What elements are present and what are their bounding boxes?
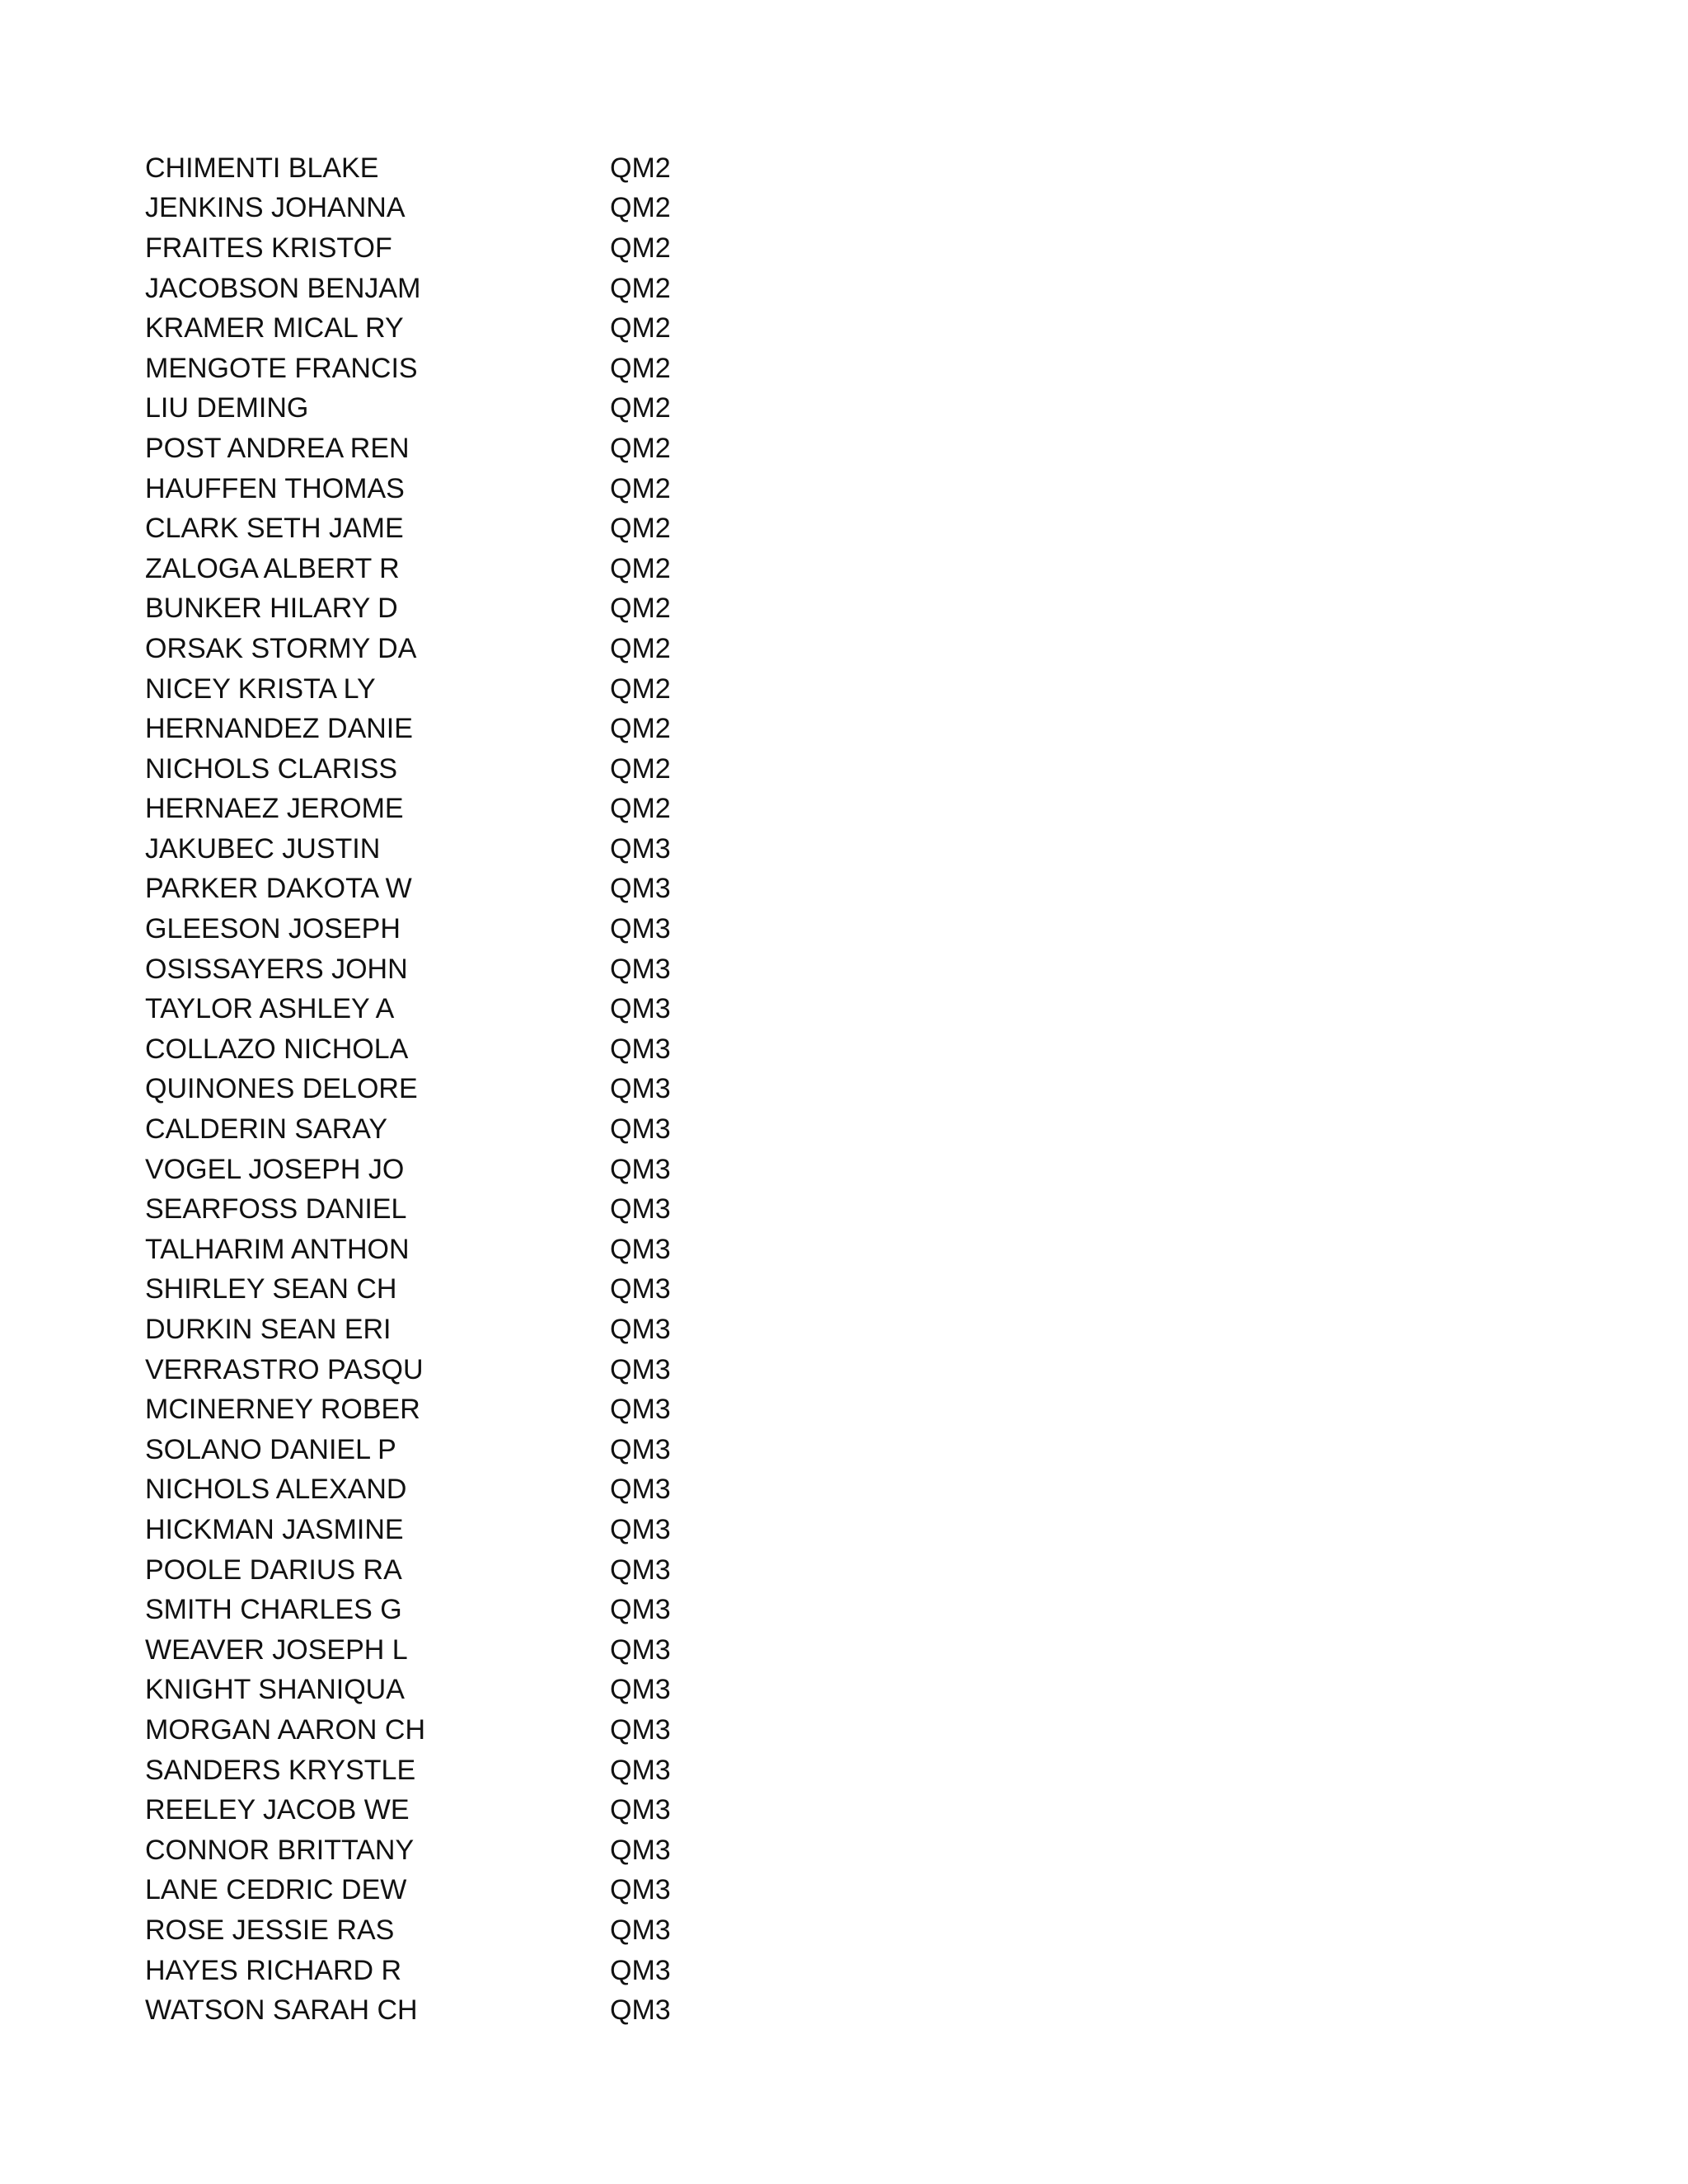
person-name: TAYLOR ASHLEY A — [145, 993, 395, 1025]
rank-code: QM3 — [610, 1994, 671, 2027]
rank-code: QM3 — [610, 1474, 671, 1506]
list-item — [145, 829, 722, 869]
rank-code: QM3 — [610, 1153, 671, 1185]
rank-code: QM2 — [610, 312, 671, 344]
list-item — [145, 1150, 722, 1190]
list-item — [145, 629, 722, 669]
person-name: NICHOLS CLARISS — [145, 752, 398, 785]
person-name: DURKIN SEAN ERI — [145, 1314, 392, 1346]
list-item — [145, 709, 722, 749]
rank-code: QM3 — [610, 1754, 671, 1786]
person-name: PARKER DAKOTA W — [145, 873, 412, 905]
person-name: LANE CEDRIC DEW — [145, 1874, 407, 1906]
rank-code: QM2 — [610, 152, 671, 184]
rank-code: QM3 — [610, 1233, 671, 1265]
list-item — [145, 1109, 722, 1150]
list-item — [145, 949, 722, 990]
list-item — [145, 1310, 722, 1350]
rank-code: QM2 — [610, 352, 671, 384]
rank-code: QM2 — [610, 673, 671, 705]
rank-code: QM2 — [610, 232, 671, 264]
list-item — [145, 389, 722, 429]
person-name: NICHOLS ALEXAND — [145, 1474, 407, 1506]
list-item — [145, 1671, 722, 1711]
list-item — [145, 429, 722, 469]
rank-code: QM3 — [610, 1073, 671, 1105]
rank-code: QM3 — [610, 1033, 671, 1065]
rank-code: QM2 — [610, 632, 671, 664]
list-item — [145, 1790, 722, 1830]
person-name: SEARFOSS DANIEL — [145, 1193, 407, 1226]
person-name: MCINERNEY ROBER — [145, 1394, 420, 1426]
list-item — [145, 1910, 722, 1951]
rank-code: QM3 — [610, 1273, 671, 1305]
person-name: ZALOGA ALBERT R — [145, 552, 400, 584]
list-item — [145, 989, 722, 1029]
person-name: CLARK SETH JAME — [145, 513, 404, 545]
list-item — [145, 148, 722, 189]
rank-code: QM2 — [610, 392, 671, 424]
person-name: VERRASTRO PASQU — [145, 1353, 424, 1385]
list-item — [145, 509, 722, 549]
rank-code: QM3 — [610, 1874, 671, 1906]
person-name: HICKMAN JASMINE — [145, 1513, 404, 1545]
rank-code: QM3 — [610, 873, 671, 905]
person-name: GLEESON JOSEPH — [145, 913, 401, 945]
person-name: OSISSAYERS JOHN — [145, 953, 408, 985]
person-name: BUNKER HILARY D — [145, 593, 398, 625]
person-name: QUINONES DELORE — [145, 1073, 418, 1105]
person-name: FRAITES KRISTOF — [145, 232, 392, 264]
list-item — [145, 349, 722, 389]
person-name: SANDERS KRYSTLE — [145, 1754, 416, 1786]
rank-code: QM3 — [610, 1633, 671, 1666]
list-item — [145, 1510, 722, 1550]
person-name: MENGOTE FRANCIS — [145, 352, 418, 384]
list-item — [145, 1230, 722, 1270]
rank-code: QM3 — [610, 1353, 671, 1385]
rank-code: QM3 — [610, 1193, 671, 1226]
rank-code: QM3 — [610, 1794, 671, 1826]
person-name: TALHARIM ANTHON — [145, 1233, 410, 1265]
person-name: WEAVER JOSEPH L — [145, 1633, 408, 1666]
person-name: JAKUBEC JUSTIN — [145, 832, 381, 865]
person-name: CALDERIN SARAY — [145, 1113, 388, 1146]
list-item — [145, 1070, 722, 1110]
person-name: ROSE JESSIE RAS — [145, 1914, 395, 1946]
person-name: POOLE DARIUS RA — [145, 1554, 402, 1586]
rank-code: QM3 — [610, 1513, 671, 1545]
rank-code: QM2 — [610, 432, 671, 464]
rank-code: QM2 — [610, 593, 671, 625]
list-item — [145, 1871, 722, 1911]
person-name: SHIRLEY SEAN CH — [145, 1273, 397, 1305]
rank-code: QM3 — [610, 1113, 671, 1146]
list-item — [145, 1029, 722, 1070]
person-name: LIU DEMING — [145, 392, 309, 424]
person-name: WATSON SARAH CH — [145, 1994, 418, 2027]
list-item — [145, 1550, 722, 1591]
list-item — [145, 749, 722, 790]
rank-code: QM3 — [610, 1554, 671, 1586]
list-item — [145, 1750, 722, 1791]
person-name: REELEY JACOB WE — [145, 1794, 410, 1826]
rank-code: QM2 — [610, 192, 671, 224]
list-item — [145, 549, 722, 589]
rank-code: QM3 — [610, 1433, 671, 1465]
rank-code: QM2 — [610, 513, 671, 545]
list-item — [145, 1470, 722, 1511]
person-name: CONNOR BRITTANY — [145, 1834, 415, 1866]
person-name: KRAMER MICAL RY — [145, 312, 404, 344]
rank-code: QM2 — [610, 713, 671, 745]
list-item — [145, 1590, 722, 1630]
list-item — [145, 1189, 722, 1230]
list-item — [145, 269, 722, 309]
rank-code: QM3 — [610, 1394, 671, 1426]
list-item — [145, 790, 722, 830]
list-item — [145, 1390, 722, 1430]
person-name: COLLAZO NICHOLA — [145, 1033, 409, 1065]
rank-code: QM3 — [610, 1713, 671, 1746]
list-item — [145, 1430, 722, 1470]
list-item — [145, 1350, 722, 1390]
list-item — [145, 1951, 722, 1991]
rank-code: QM3 — [610, 1314, 671, 1346]
rank-code: QM3 — [610, 1914, 671, 1946]
rank-code: QM2 — [610, 752, 671, 785]
person-name: HAYES RICHARD R — [145, 1954, 402, 1986]
list-item — [145, 308, 722, 349]
rank-code: QM2 — [610, 272, 671, 304]
list-item — [145, 1630, 722, 1671]
rank-code: QM3 — [610, 1834, 671, 1866]
list-item — [145, 1830, 722, 1871]
person-name: CHIMENTI BLAKE — [145, 152, 379, 184]
list-item — [145, 909, 722, 949]
rank-code: QM3 — [610, 953, 671, 985]
person-name: SMITH CHARLES G — [145, 1594, 402, 1626]
rank-code: QM2 — [610, 793, 671, 825]
person-name: JACOBSON BENJAM — [145, 272, 421, 304]
rank-code: QM3 — [610, 832, 671, 865]
person-name: HAUFFEN THOMAS — [145, 472, 405, 504]
list-item — [145, 1710, 722, 1750]
name-code-list — [145, 148, 722, 2031]
rank-code: QM2 — [610, 472, 671, 504]
rank-code: QM3 — [610, 993, 671, 1025]
person-name: JENKINS JOHANNA — [145, 192, 406, 224]
person-name: VOGEL JOSEPH JO — [145, 1153, 405, 1185]
person-name: HERNAEZ JEROME — [145, 793, 404, 825]
rank-code: QM2 — [610, 552, 671, 584]
person-name: KNIGHT SHANIQUA — [145, 1674, 405, 1706]
list-item — [145, 589, 722, 630]
person-name: HERNANDEZ DANIE — [145, 713, 413, 745]
list-item — [145, 869, 722, 910]
rank-code: QM3 — [610, 1594, 671, 1626]
person-name: ORSAK STORMY DA — [145, 632, 417, 664]
list-item — [145, 1990, 722, 2031]
rank-code: QM3 — [610, 1674, 671, 1706]
list-item — [145, 189, 722, 229]
person-name: NICEY KRISTA LY — [145, 673, 376, 705]
person-name: SOLANO DANIEL P — [145, 1433, 396, 1465]
list-item — [145, 228, 722, 269]
rank-code: QM3 — [610, 1954, 671, 1986]
person-name: MORGAN AARON CH — [145, 1713, 426, 1746]
rank-code: QM3 — [610, 913, 671, 945]
person-name: POST ANDREA REN — [145, 432, 410, 464]
list-item — [145, 669, 722, 710]
list-item — [145, 469, 722, 509]
list-item — [145, 1270, 722, 1310]
